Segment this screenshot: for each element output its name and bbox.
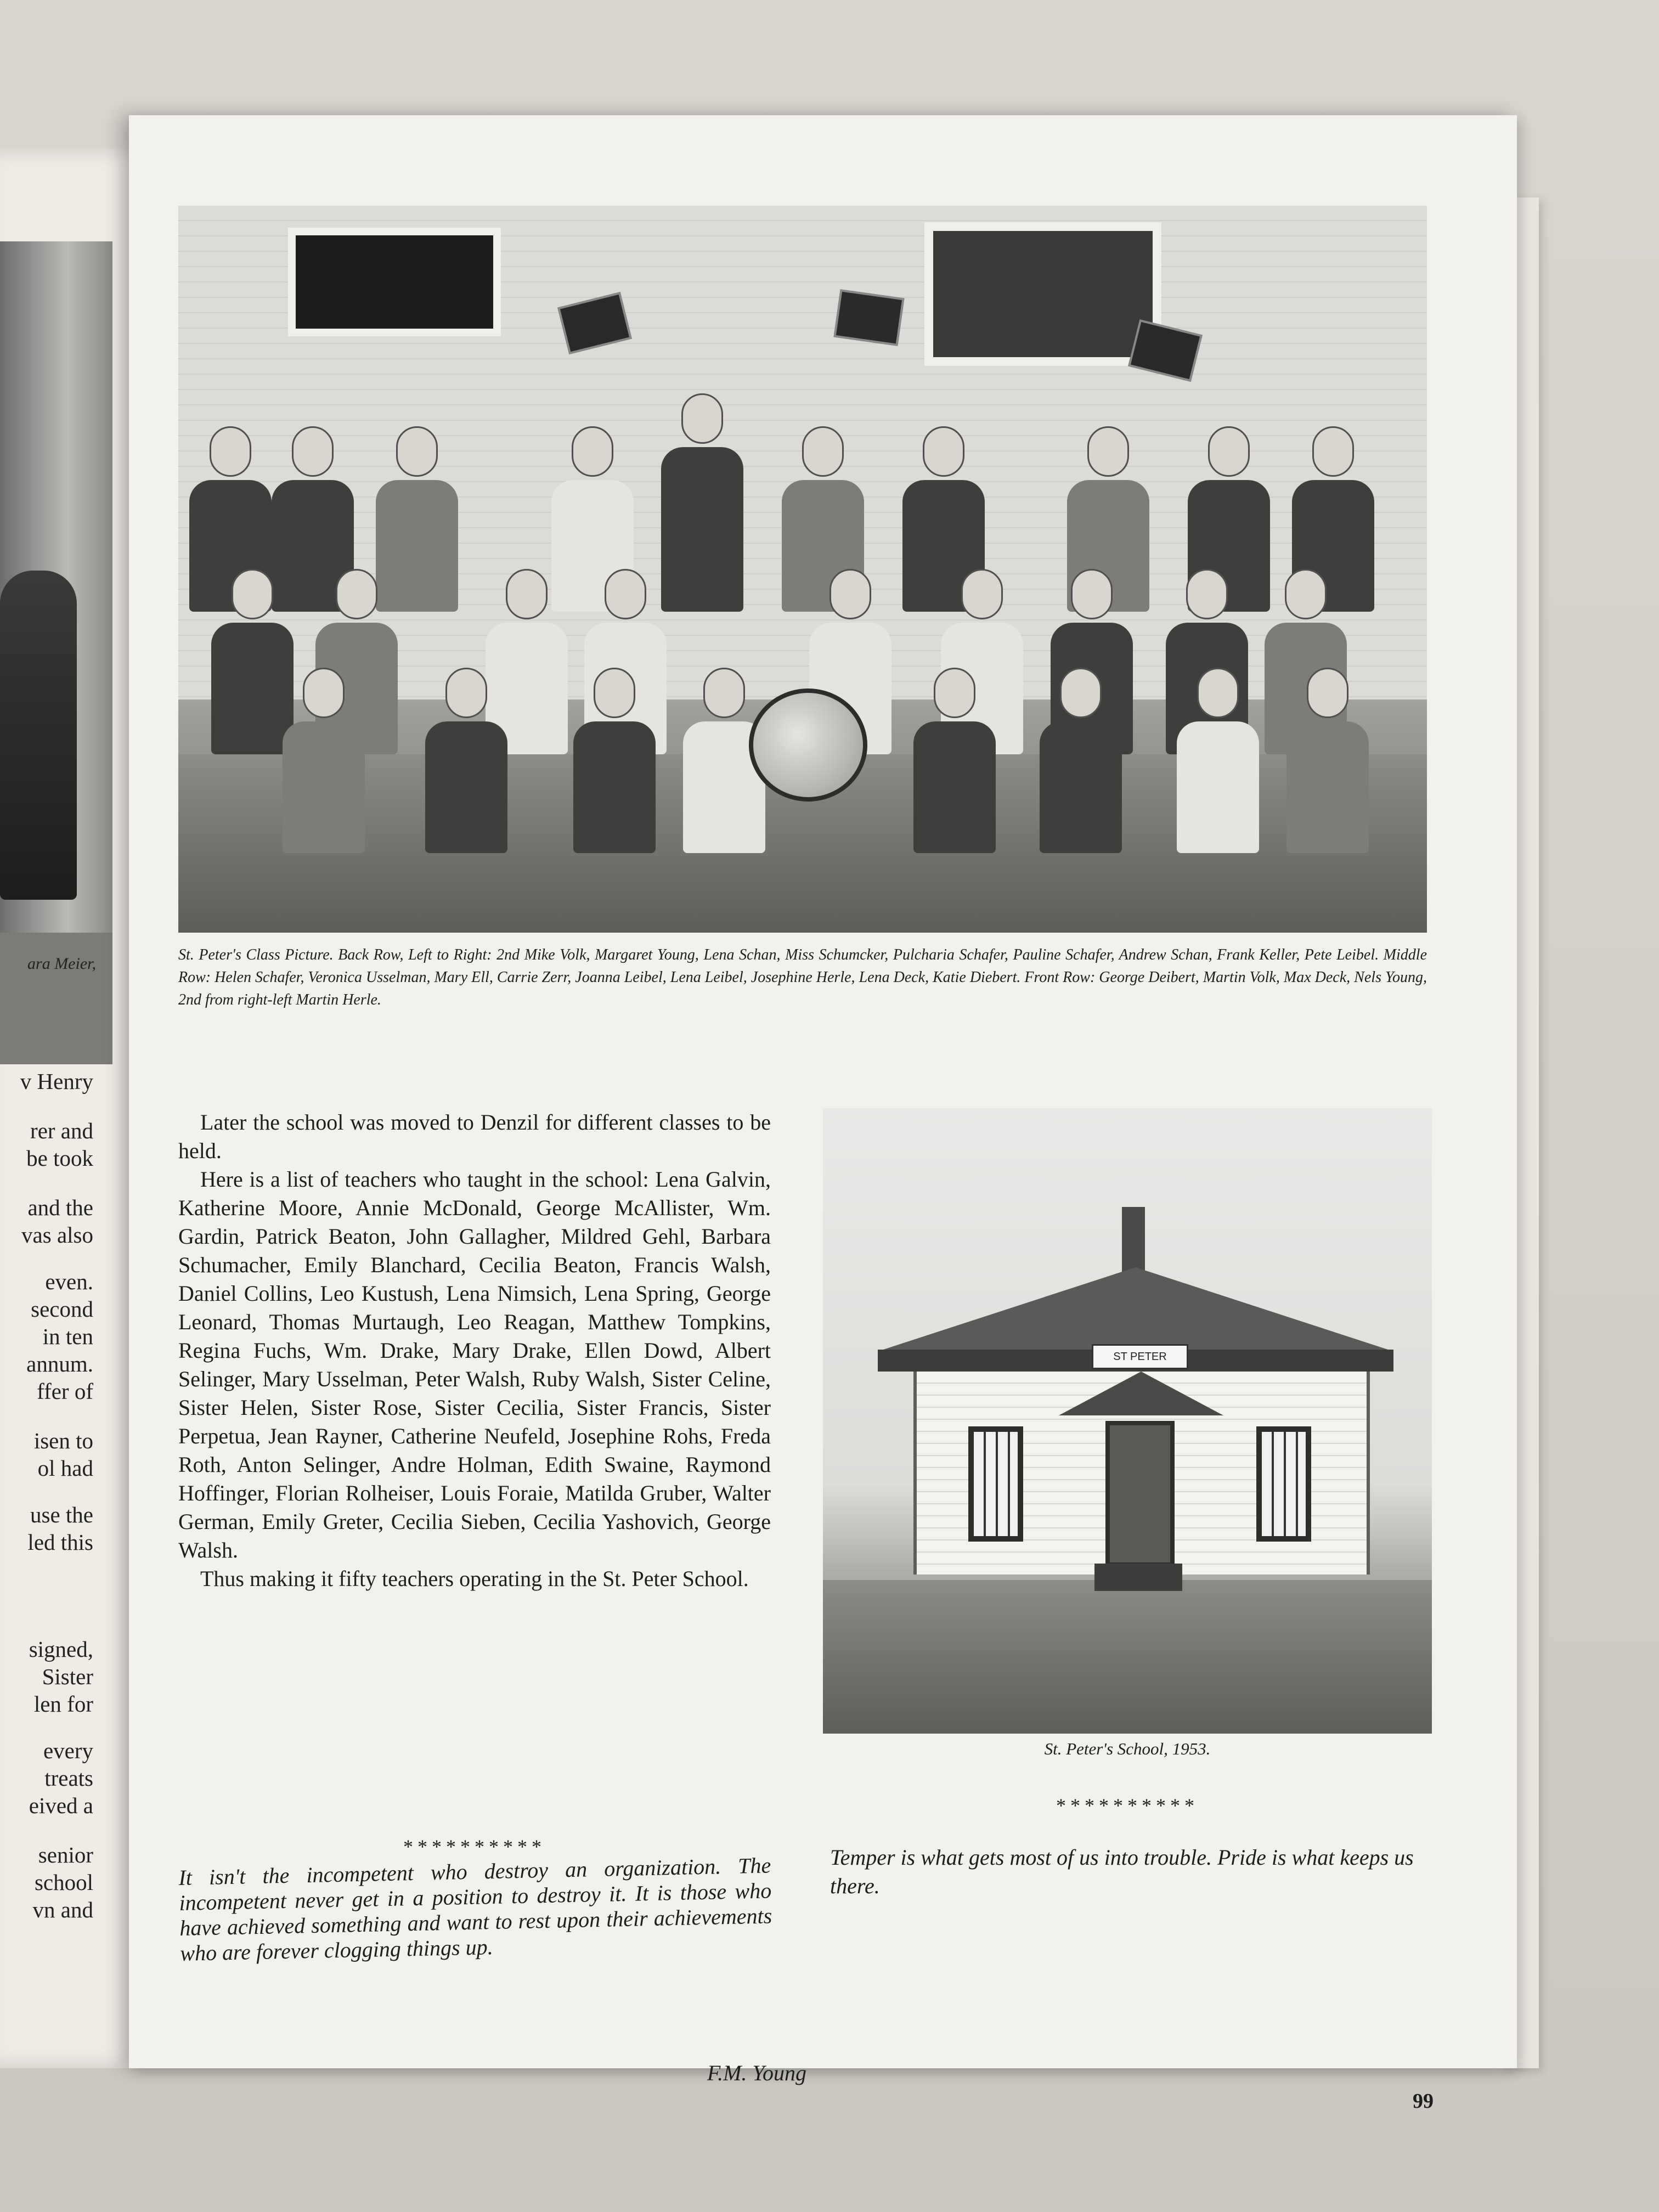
previous-page-text-line: senior bbox=[38, 1842, 93, 1867]
previous-page-text-line: len for bbox=[33, 1691, 93, 1717]
section-separator: ********** bbox=[1056, 1795, 1199, 1816]
article-paragraph: Thus making it fifty teachers operating in the St. Peter School. bbox=[200, 1566, 749, 1591]
previous-page-text-line: v Henry bbox=[20, 1069, 93, 1094]
quote-text: Temper is what gets most of us into trouble. Pride is what keeps us there. bbox=[830, 1845, 1414, 1898]
previous-page-text-line: in ten bbox=[42, 1324, 93, 1349]
porch-roof bbox=[1059, 1372, 1223, 1415]
article-body bbox=[178, 1108, 771, 1593]
schoolhouse-window bbox=[288, 228, 501, 336]
previous-page-text-line: signed, bbox=[29, 1637, 93, 1662]
quote-author: F.M. Young bbox=[707, 2061, 806, 2085]
student bbox=[1177, 668, 1259, 853]
previous-page-text-line: isen to bbox=[33, 1428, 93, 1453]
student bbox=[913, 668, 996, 853]
student bbox=[1286, 668, 1369, 853]
previous-page-text-line: second bbox=[31, 1296, 93, 1322]
school-photo bbox=[823, 1108, 1432, 1734]
article-paragraph: Later the school was moved to Denzil for different classes to be held. bbox=[178, 1110, 771, 1163]
section-separator: ********** bbox=[403, 1836, 546, 1858]
book-page bbox=[129, 115, 1517, 2113]
roof bbox=[883, 1267, 1388, 1350]
schoolhouse-window bbox=[924, 222, 1161, 366]
student bbox=[1040, 668, 1122, 853]
page-number: 99 bbox=[1413, 2090, 1434, 2113]
previous-page-text-line: be took bbox=[26, 1146, 93, 1171]
previous-page-text-line: and the bbox=[27, 1195, 93, 1220]
school-photo-caption: St. Peter's School, 1953. bbox=[1044, 1739, 1211, 1758]
quote-text: It isn't the incompetent who destroy an organization. The incompetent never get in a position to destroy it. It is those who have achieved something and want to rest upon their achievements who are forever clogging things up. bbox=[178, 1853, 772, 1966]
flag-icon bbox=[833, 289, 904, 346]
schoolhouse-door bbox=[1105, 1421, 1175, 1567]
previous-page-text-line: led this bbox=[27, 1530, 93, 1555]
previous-page-text-line: eived a bbox=[29, 1793, 93, 1818]
class-photo-caption: St. Peter's Class Picture. Back Row, Left to Right: 2nd Mike Volk, Margaret Young, Lena Schan, Miss Schumcker, Pulcharia Schafer, Pauline Schafer, Andrew Schan, Frank Keller, Pete Leibel. Middle Row: Helen Schafer, Veronica Usselman, Mary Ell, Carrie Zerr, Joanna Leibel, Lena Leibel, Josephine Herle, Lena Deck, Katie Diebert. Front Row: George Deibert, Martin Volk, Max Deck, Nels Young, 2nd from right-left Martin Herle. bbox=[178, 946, 1427, 1008]
student bbox=[283, 668, 365, 853]
teacher-list-paragraph: Here is a list of teachers who taught in the school: Lena Galvin, Katherine Moore, Annie McDonald, George McAllister, Wm. Gardin, Patrick Beaton, John Gallagher, Mildred Gehl, Barbara Schumacher, Emily Blanchard, Cecilia Beaton, Francis Walsh, Daniel Collins, Leo Kustush, Lena Nimsich, Lena Spring, George Leonard, Thomas Murtaugh, Leo Reagan, Matthew Tompkins, Regina Fuchs, Wm. Drake, Mary Drake, Ellen Dowd, Albert Selinger, Mary Usselman, Peter Walsh, Ruby Walsh, Sister Celine, Sister Helen, Sister Rose, Sister Cecilia, Sister Francis, Sister Perpetua, Jean Rayner, Catherine Neufeld, Josephine Rohs, Freda Roth, Anton Selinger, Andre Holman, Edith Swaine, Raymond Hoffinger, Florian Rolheiser, Louis Foraie, Matilda Gruber, Walter German, Emily Greter, Cecilia Sieben, Cecilia Yashovich, George Walsh. bbox=[178, 1167, 771, 1562]
student bbox=[573, 668, 656, 853]
previous-page-text-line: even. bbox=[45, 1269, 93, 1294]
student bbox=[425, 668, 507, 853]
previous-page-text-line: treats bbox=[44, 1765, 93, 1791]
class-photo bbox=[178, 206, 1427, 933]
previous-page-text-line: Sister bbox=[42, 1664, 93, 1689]
school-sign: ST PETER bbox=[1092, 1344, 1188, 1369]
schoolhouse-window bbox=[968, 1426, 1023, 1542]
previous-page-text-line: school bbox=[34, 1870, 93, 1895]
previous-page-photo bbox=[0, 241, 112, 1064]
previous-page-text-line: ol had bbox=[37, 1455, 93, 1481]
schoolhouse-window bbox=[1256, 1426, 1311, 1542]
previous-page-text-line: ffer of bbox=[37, 1379, 93, 1404]
previous-page-text-line: every bbox=[43, 1738, 93, 1763]
previous-page-text-line: vn and bbox=[32, 1897, 93, 1922]
previous-page-text-line: use the bbox=[30, 1502, 93, 1527]
entrance-steps bbox=[1094, 1564, 1182, 1591]
previous-page-text-line: annum. bbox=[26, 1351, 93, 1376]
photo-person bbox=[0, 571, 77, 900]
ground bbox=[823, 1580, 1432, 1734]
previous-page-caption-fragment: ara Meier, bbox=[27, 955, 96, 973]
previous-page-text-line: vas also bbox=[21, 1222, 93, 1248]
previous-page-text-line: rer and bbox=[30, 1118, 93, 1143]
globe-icon bbox=[749, 689, 867, 802]
